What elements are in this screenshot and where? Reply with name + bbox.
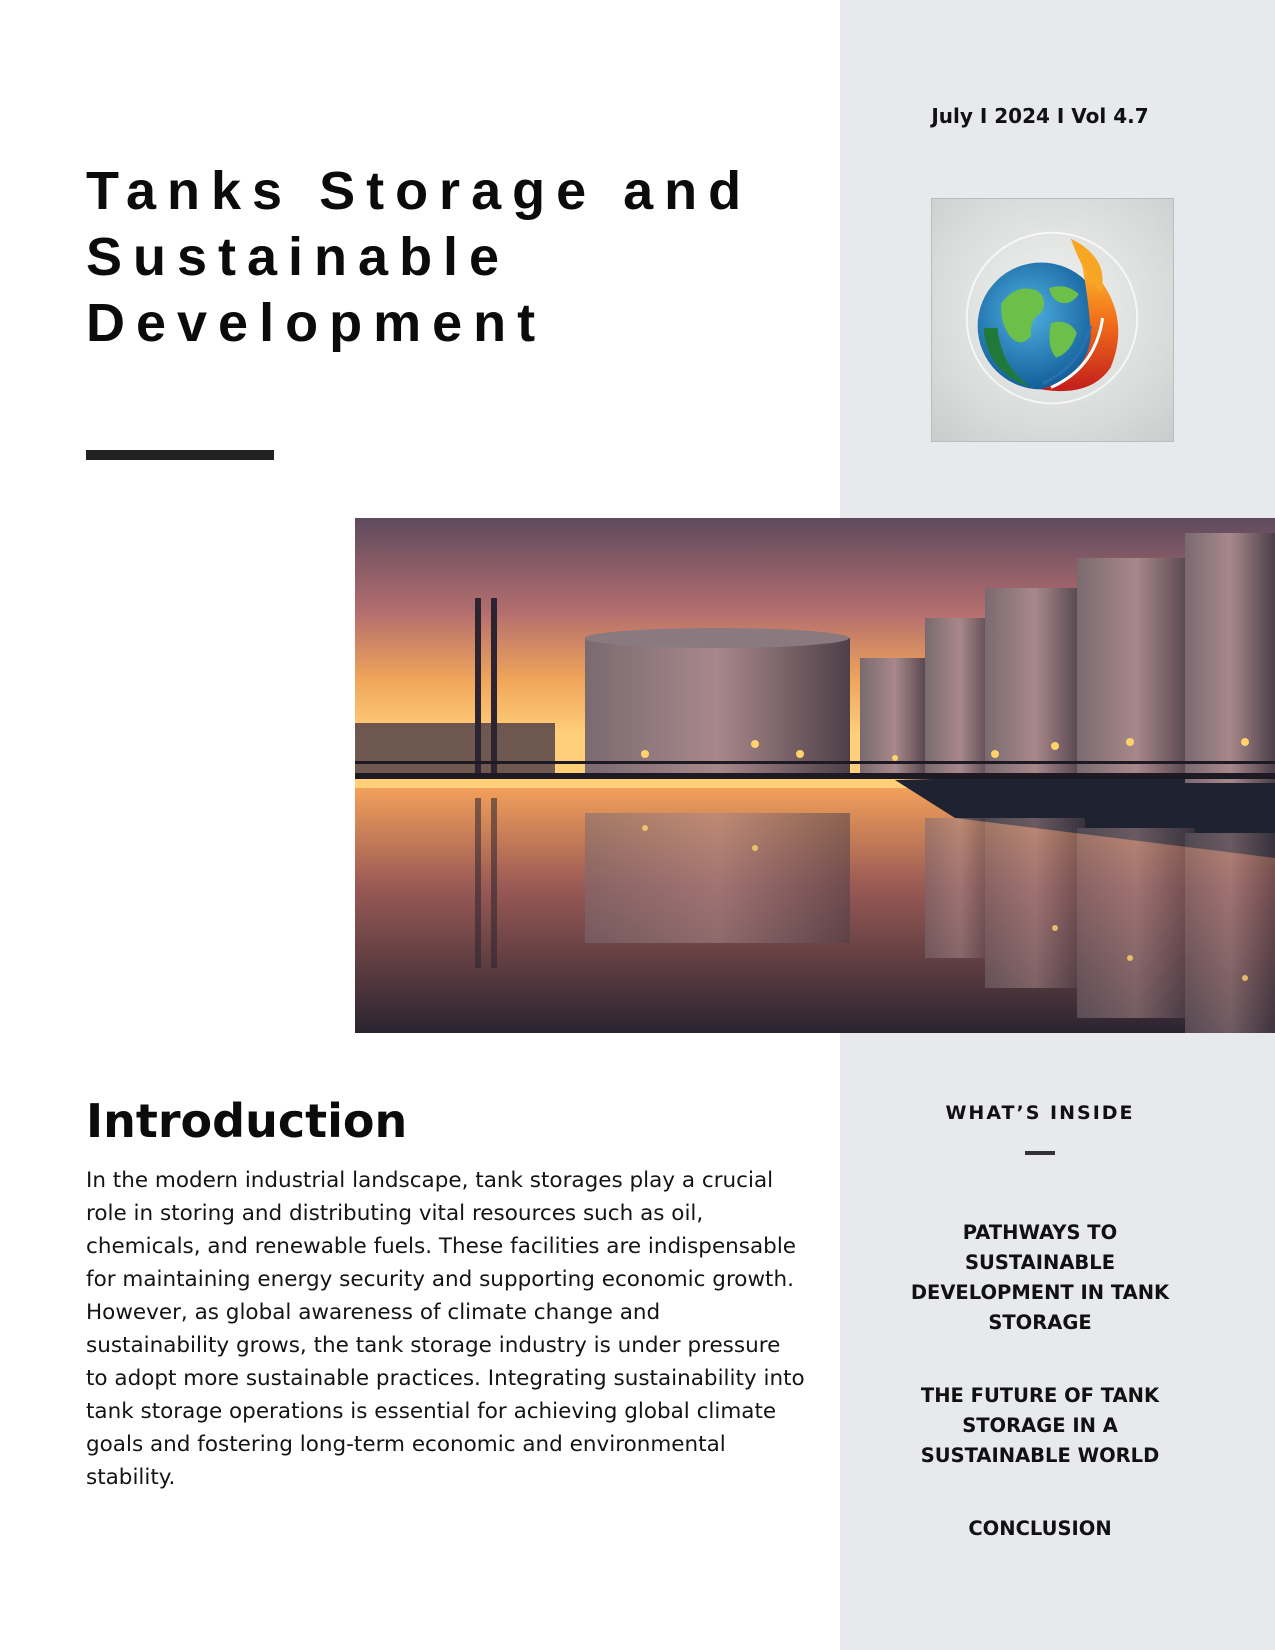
title-underline [86, 450, 274, 460]
whats-inside-divider [1025, 1151, 1055, 1155]
toc-item-conclusion[interactable]: CONCLUSION [968, 1517, 1112, 1540]
issue-date-volume: July I 2024 I Vol 4.7 [931, 104, 1149, 128]
energy-world-logo [931, 198, 1174, 442]
toc-item-future[interactable]: THE FUTURE OF TANK STORAGE IN A SUSTAINABLE WORLD [920, 1384, 1160, 1467]
whats-inside-heading: WHAT’S INSIDE [945, 1102, 1135, 1124]
tank-storage-sunset-photo [355, 518, 1275, 1033]
introduction-heading: Introduction [86, 1094, 408, 1148]
table-of-contents [885, 1218, 1195, 1587]
introduction-paragraph: In the modern industrial landscape, tank storages play a crucial role in storing and distributing vital resources such as oil, chemicals, and renewable fuels. These facilities are indispensable for maintaining energy security and supporting economic growth. However, as global awareness of climate change and sustainability grows, the tank storage industry is under pressure to adopt more sustainable practices. Integrating sustainability into tank storage operations is essential for achieving global climate goals and fostering long-term economic and environmental stability. [86, 1168, 805, 1490]
document-title: Tanks Storage and Sustainable Development [86, 161, 753, 353]
toc-item-pathways[interactable]: PATHWAYS TO SUSTAINABLE DEVELOPMENT IN TANK STORAGE [910, 1221, 1170, 1334]
